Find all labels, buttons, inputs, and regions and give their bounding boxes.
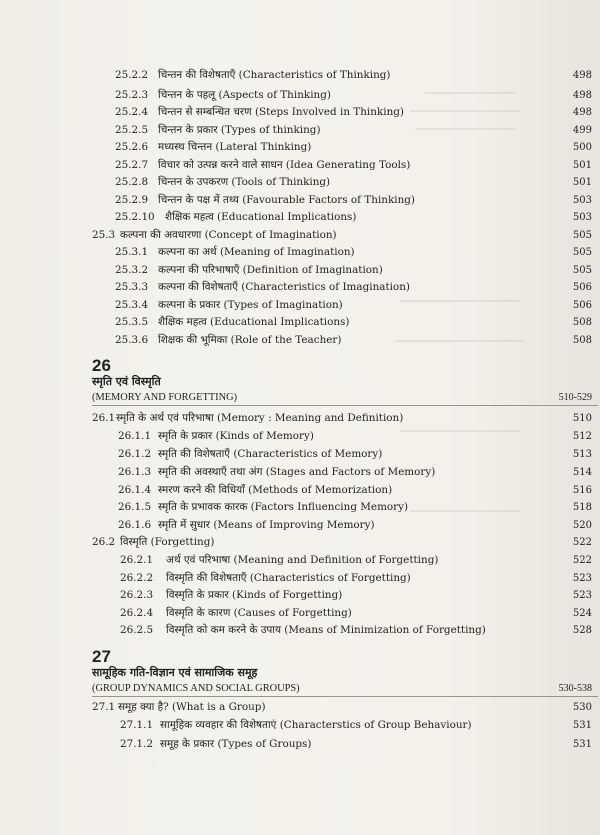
toc-entry[interactable] bbox=[0, 428, 600, 445]
toc-entry[interactable] bbox=[0, 227, 600, 244]
chapter-page-range: 510-529 bbox=[558, 392, 592, 403]
section-number: 26.1.4 bbox=[118, 484, 152, 496]
section-number: 26.1.2 bbox=[118, 448, 152, 460]
page-number: 510 bbox=[572, 413, 592, 424]
toc-entry[interactable] bbox=[0, 244, 600, 261]
toc-entry[interactable] bbox=[0, 332, 600, 349]
page-number: 518 bbox=[572, 502, 592, 513]
section-number: 25.3.6 bbox=[115, 334, 149, 346]
section-number: 25.3 bbox=[92, 229, 116, 241]
page-number: 503 bbox=[572, 212, 592, 223]
section-number: 25.2.2 bbox=[115, 69, 149, 81]
page-number: 523 bbox=[572, 590, 592, 601]
chapter-divider bbox=[92, 696, 598, 697]
section-number: 26.1.1 bbox=[118, 430, 152, 442]
section-title: कल्पना की अवधारणा (Concept of Imagination) bbox=[120, 229, 337, 241]
toc-entry[interactable] bbox=[0, 174, 600, 191]
section-title: विस्मृति की विशेषताएँ (Characteristics of Forgetting) bbox=[166, 572, 411, 584]
section-title: मध्यस्थ चिन्तन (Lateral Thinking) bbox=[158, 141, 312, 153]
page-number: 498 bbox=[572, 90, 592, 101]
chapter-title-english-text: (MEMORY AND FORGETTING) bbox=[92, 392, 238, 403]
section-title: स्मरण करने की विधियाँ (Methods of Memorization) bbox=[158, 484, 393, 496]
toc-entry[interactable] bbox=[0, 157, 600, 174]
section-number: 25.2.7 bbox=[115, 159, 149, 171]
section-number: 26.2.1 bbox=[120, 554, 154, 566]
section-number: 26.2.5 bbox=[120, 624, 154, 636]
page-number: 503 bbox=[572, 195, 592, 206]
chapter-number: 26 bbox=[92, 356, 111, 375]
page-number: 498 bbox=[572, 70, 592, 81]
page-number: 508 bbox=[572, 317, 592, 328]
section-title: स्मृति की अवस्थाएँ तथा अंग (Stages and Factors of Memory) bbox=[158, 466, 436, 478]
section-number: 25.3.3 bbox=[115, 281, 149, 293]
section-number: 26.1 bbox=[92, 412, 116, 424]
toc-entry[interactable] bbox=[0, 87, 600, 104]
page-number: 523 bbox=[572, 573, 592, 584]
toc-entry[interactable] bbox=[0, 104, 600, 121]
toc-entry[interactable] bbox=[0, 587, 600, 604]
section-title: कल्पना की विशेषताएँ (Characteristics of Imagination) bbox=[158, 281, 410, 293]
section-title: कल्पना की परिभाषाएँ (Definition of Imagination) bbox=[158, 264, 383, 276]
section-title: अर्थ एवं परिभाषा (Meaning and Definition of Forgetting) bbox=[166, 554, 439, 566]
page-number: 520 bbox=[572, 520, 592, 531]
toc-entry[interactable] bbox=[0, 622, 600, 639]
section-title: विस्मृति (Forgetting) bbox=[120, 536, 215, 548]
section-title: चिन्तन के प्रकार (Types of thinking) bbox=[158, 124, 321, 136]
page-number: 531 bbox=[572, 739, 592, 750]
page-number: 531 bbox=[572, 720, 592, 731]
section-title: शैक्षिक महत्व (Educational Implications) bbox=[165, 211, 357, 223]
section-title: शिक्षक की भूमिका (Role of the Teacher) bbox=[158, 334, 342, 346]
toc-entry[interactable] bbox=[0, 262, 600, 279]
page-number: 522 bbox=[572, 537, 592, 548]
chapter-title-english[interactable] bbox=[92, 680, 592, 697]
toc-entry[interactable] bbox=[0, 314, 600, 331]
page-number: 499 bbox=[572, 125, 592, 136]
toc-entry[interactable] bbox=[0, 552, 600, 569]
section-title: चिन्तन के पहलू (Aspects of Thinking) bbox=[158, 89, 331, 101]
toc-entry[interactable] bbox=[0, 717, 600, 734]
section-title: चिन्तन की विशेषताएँ (Characteristics of Thinking) bbox=[158, 69, 391, 81]
page-number: 505 bbox=[572, 247, 592, 258]
chapter-title-english-text: (GROUP DYNAMICS AND SOCIAL GROUPS) bbox=[92, 683, 300, 694]
section-title: विचार को उत्पन्न करने वाले साधन (Idea Generating Tools) bbox=[158, 159, 411, 171]
section-number: 26.2.2 bbox=[120, 572, 154, 584]
section-title: स्मृति की विशेषताएँ (Characteristics of Memory) bbox=[158, 448, 383, 460]
page-number: 506 bbox=[572, 300, 592, 311]
chapter-title-english[interactable] bbox=[92, 389, 592, 406]
section-number: 26.2.4 bbox=[120, 607, 154, 619]
section-number: 26.1.6 bbox=[118, 519, 152, 531]
section-number: 25.2.10 bbox=[115, 211, 155, 223]
chapter-number: 27 bbox=[92, 647, 111, 666]
section-title: विस्मृति के कारण (Causes of Forgetting) bbox=[166, 607, 352, 619]
section-number: 26.2 bbox=[92, 536, 116, 548]
section-number: 27.1.1 bbox=[120, 719, 154, 731]
page-number: 500 bbox=[572, 142, 592, 153]
page-number: 516 bbox=[572, 485, 592, 496]
section-title: चिन्तन से सम्बन्धित चरण (Steps Involved in Thinking) bbox=[158, 106, 404, 118]
section-number: 25.2.9 bbox=[115, 194, 149, 206]
toc-entry[interactable] bbox=[0, 699, 600, 716]
toc-entry[interactable] bbox=[0, 67, 600, 84]
page-number: 505 bbox=[572, 230, 592, 241]
chapter-divider bbox=[92, 405, 598, 406]
section-title: कल्पना के प्रकार (Types of Imagination) bbox=[158, 299, 343, 311]
section-title: विस्मृति के प्रकार (Kinds of Forgetting) bbox=[166, 589, 343, 601]
toc-entry[interactable] bbox=[0, 605, 600, 622]
section-number: 25.3.4 bbox=[115, 299, 149, 311]
section-title: चिन्तन के पक्ष में तथ्य (Favourable Factors of Thinking) bbox=[158, 194, 415, 206]
section-number: 25.3.5 bbox=[115, 316, 149, 328]
toc-entry[interactable] bbox=[0, 122, 600, 139]
section-title: स्मृति के प्रभावक कारक (Factors Influencing Memory) bbox=[158, 501, 409, 513]
toc-entry[interactable] bbox=[0, 209, 600, 226]
toc-entry[interactable] bbox=[0, 446, 600, 463]
page-number: 528 bbox=[572, 625, 592, 636]
toc-entry[interactable] bbox=[0, 534, 600, 551]
toc-entry[interactable] bbox=[0, 736, 600, 753]
section-number: 25.2.3 bbox=[115, 89, 149, 101]
section-number: 27.1.2 bbox=[120, 738, 154, 750]
page-number: 501 bbox=[572, 160, 592, 171]
chapter-title-hindi[interactable]: स्मृति एवं विस्मृति bbox=[92, 375, 161, 388]
section-title: विस्मृति को कम करने के उपाय (Means of Minimization of Forgetting) bbox=[166, 624, 486, 636]
page-number: 506 bbox=[572, 282, 592, 293]
section-number: 26.2.3 bbox=[120, 589, 154, 601]
toc-entry[interactable] bbox=[0, 279, 600, 296]
section-number: 25.3.1 bbox=[115, 246, 149, 258]
section-title: स्मृति के प्रकार (Kinds of Memory) bbox=[158, 430, 314, 442]
section-number: 26.1.5 bbox=[118, 501, 152, 513]
section-title: स्मृति में सुधार (Means of Improving Memory) bbox=[158, 519, 375, 531]
section-number: 25.2.5 bbox=[115, 124, 149, 136]
page-number: 514 bbox=[572, 467, 592, 478]
page-number: 501 bbox=[572, 177, 592, 188]
toc-entry[interactable] bbox=[0, 517, 600, 534]
toc-entry[interactable] bbox=[0, 499, 600, 516]
toc-entry[interactable] bbox=[0, 192, 600, 209]
section-title: स्मृति के अर्थ एवं परिभाषा (Memory : Meaning and Definition) bbox=[116, 412, 404, 424]
page-number: 522 bbox=[572, 555, 592, 566]
section-number: 27.1 bbox=[92, 701, 116, 713]
chapter-title-hindi[interactable]: सामूहिक गति-विज्ञान एवं सामाजिक समूह bbox=[92, 666, 258, 679]
toc-entry[interactable] bbox=[0, 139, 600, 156]
chapter-page-range: 530-538 bbox=[558, 683, 592, 694]
section-title: कल्पना का अर्थ (Meaning of Imagination) bbox=[158, 246, 355, 258]
section-title: चिन्तन के उपकरण (Tools of Thinking) bbox=[158, 176, 331, 188]
section-title: सामूहिक व्यवहार की विशेषताएं (Characterstics of Group Behaviour) bbox=[160, 719, 472, 731]
toc-entry[interactable] bbox=[0, 464, 600, 481]
toc-entry[interactable] bbox=[0, 482, 600, 499]
page-number: 508 bbox=[572, 335, 592, 346]
section-title: समूह क्या है? (What is a Group) bbox=[118, 701, 266, 713]
section-number: 25.2.6 bbox=[115, 141, 149, 153]
page-number: 530 bbox=[572, 702, 592, 713]
toc-entry[interactable] bbox=[0, 410, 600, 427]
section-number: 25.3.2 bbox=[115, 264, 149, 276]
page-number: 505 bbox=[572, 265, 592, 276]
toc-entry[interactable] bbox=[0, 297, 600, 314]
toc-entry[interactable] bbox=[0, 570, 600, 587]
section-number: 25.2.8 bbox=[115, 176, 149, 188]
page-number: 498 bbox=[572, 107, 592, 118]
page-number: 513 bbox=[572, 449, 592, 460]
section-number: 26.1.3 bbox=[118, 466, 152, 478]
page-number: 512 bbox=[572, 431, 592, 442]
section-title: समूह के प्रकार (Types of Groups) bbox=[160, 738, 312, 750]
page-number: 524 bbox=[572, 608, 592, 619]
section-number: 25.2.4 bbox=[115, 106, 149, 118]
section-title: शैक्षिक महत्व (Educational Implications) bbox=[158, 316, 350, 328]
